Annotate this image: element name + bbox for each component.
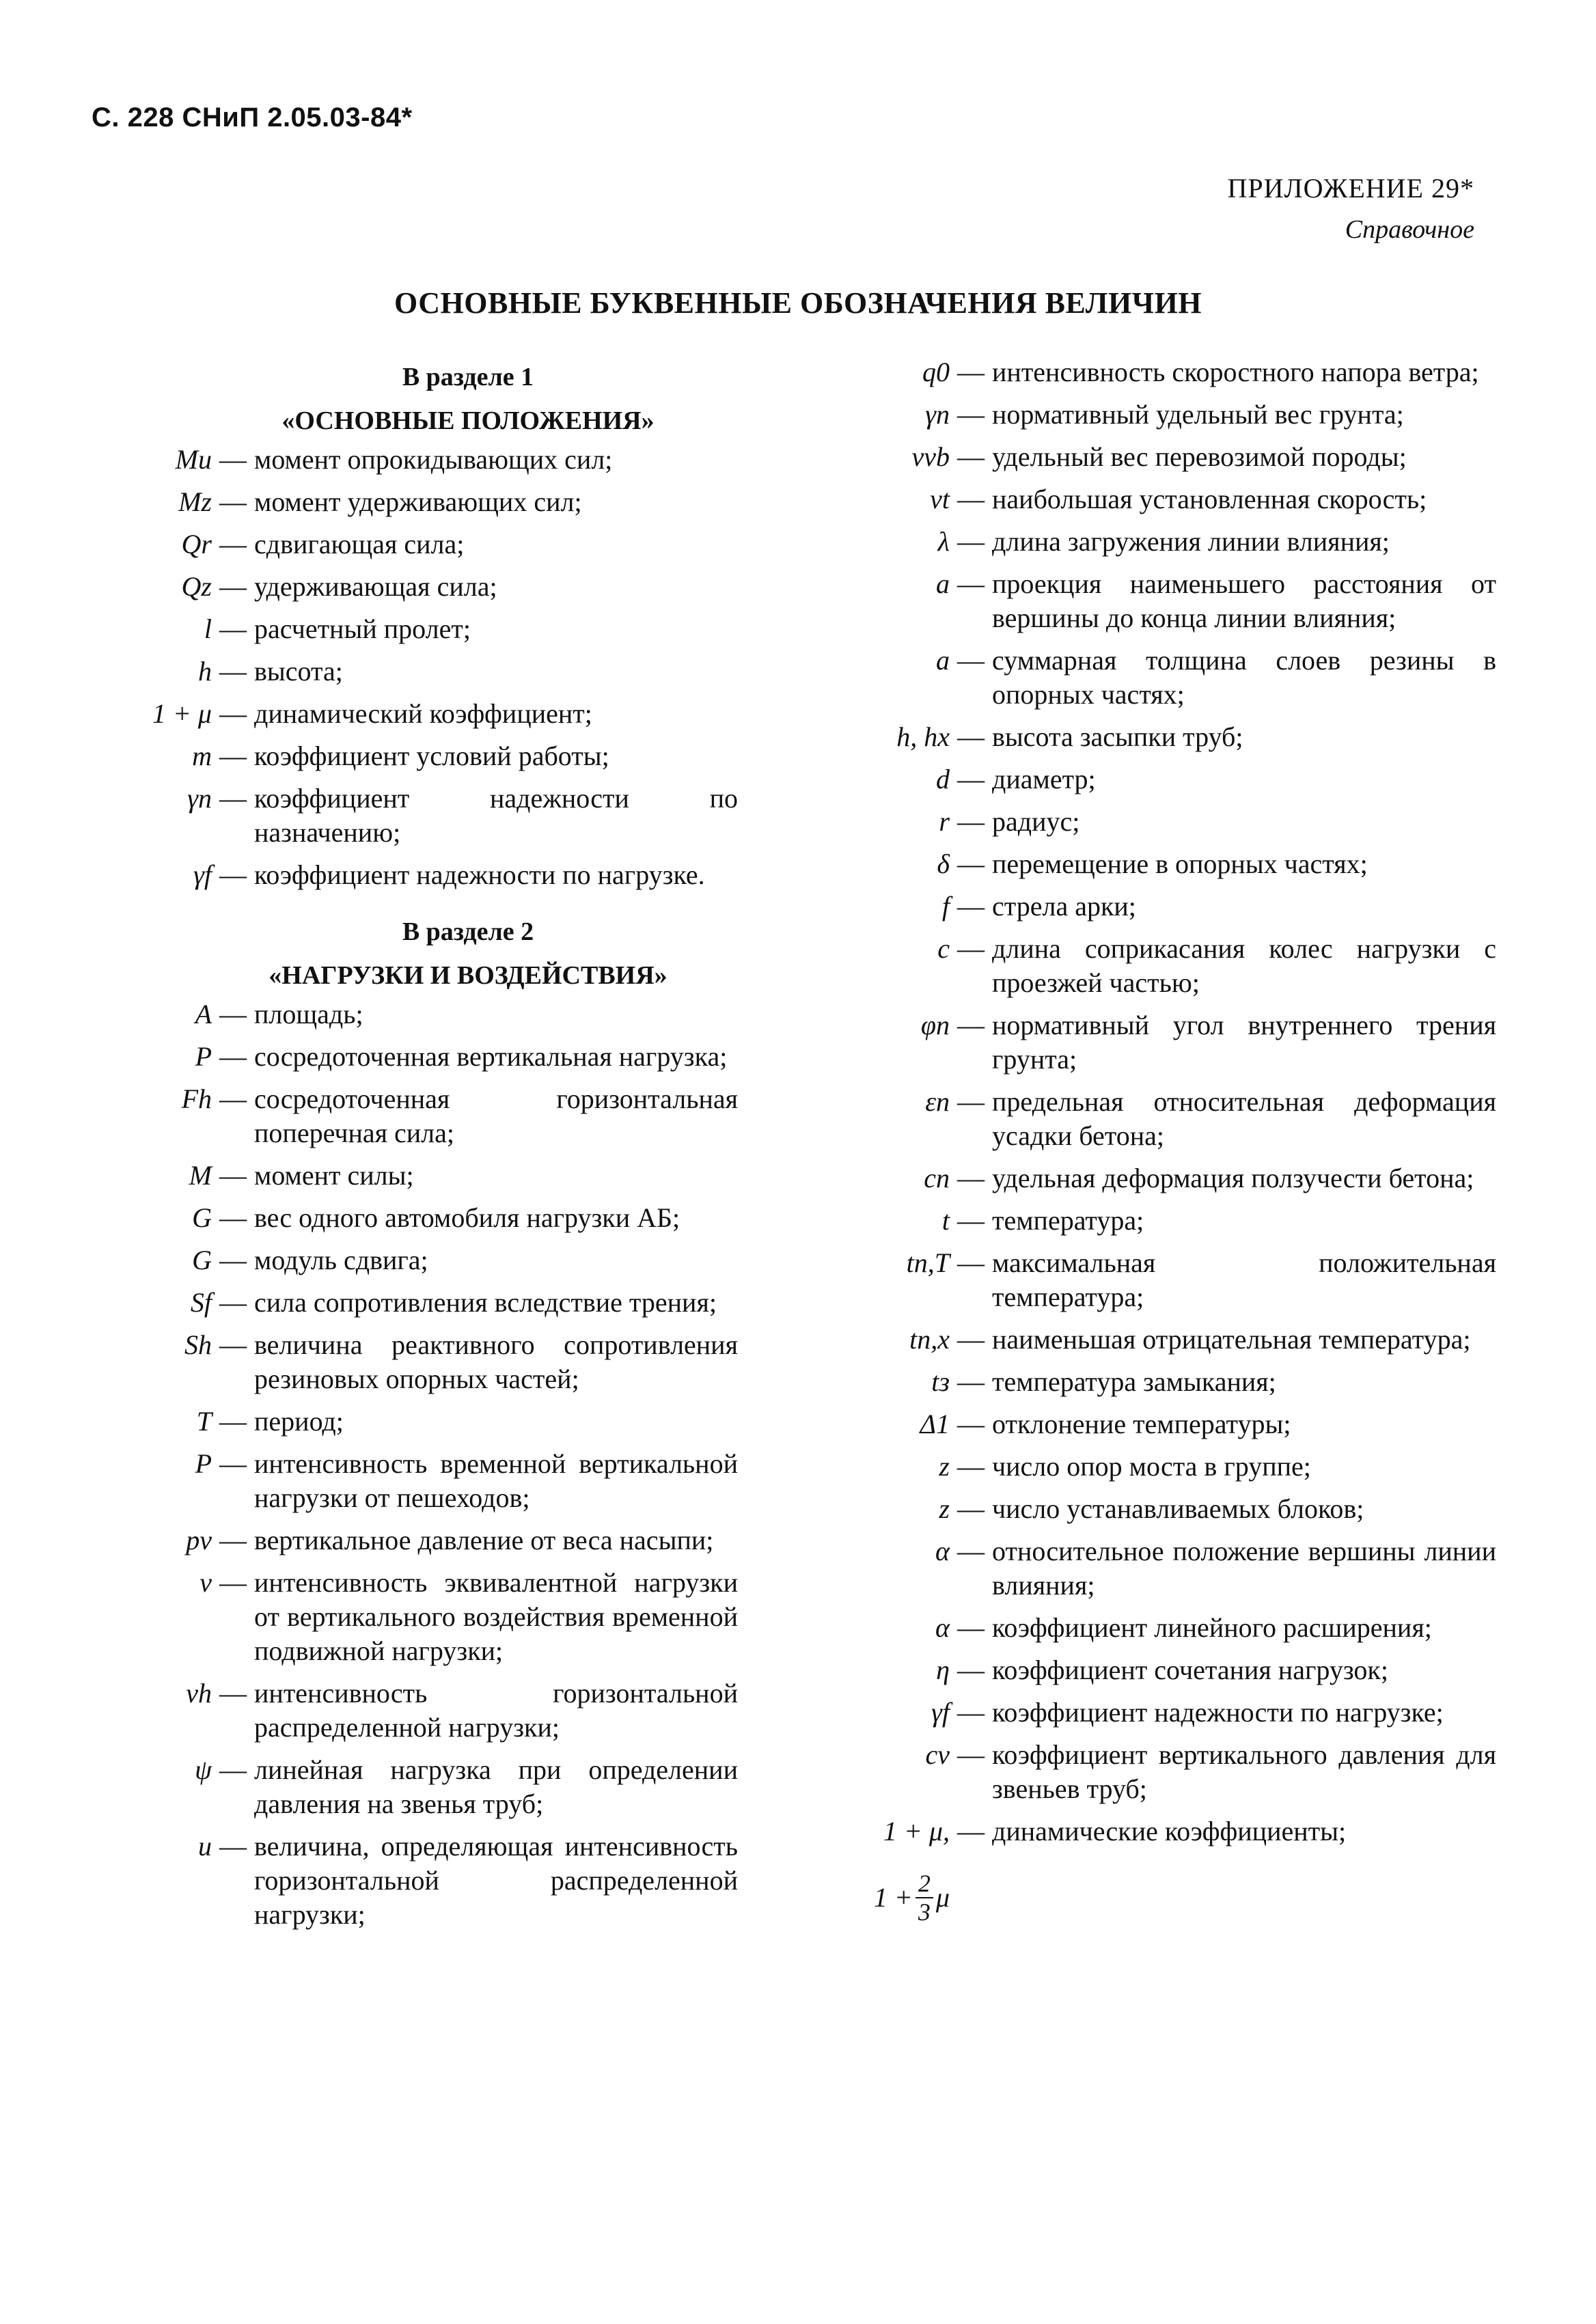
entry-symbol: cn xyxy=(924,1163,950,1193)
fraction-entry xyxy=(847,1857,1496,1939)
entry-definition: предельная относительная деформация усадки бетона; xyxy=(992,1086,1496,1151)
symbol-entry xyxy=(96,1286,738,1320)
entry-dash: — xyxy=(957,806,985,837)
symbol-entry xyxy=(96,697,738,731)
entry-dash: — xyxy=(957,848,985,879)
entry-dash: — xyxy=(219,859,247,890)
entry-symbol: h xyxy=(198,656,212,687)
entry-symbol: tn,T xyxy=(906,1247,950,1278)
entry-dash: — xyxy=(957,1324,985,1355)
entry-symbol: r xyxy=(939,806,950,837)
entry-definition: проекция наименьшего расстояния от вершины до конца линии влияния; xyxy=(992,568,1496,633)
appendix-number: ПРИЛОЖЕНИЕ 29* xyxy=(1227,173,1474,204)
symbol-entry xyxy=(96,485,738,519)
entry-symbol: vt xyxy=(930,484,950,514)
entry-definition: динамические коэффициенты; xyxy=(992,1816,1347,1846)
symbol-entry xyxy=(96,1523,738,1558)
entry-symbol: Fh xyxy=(181,1083,212,1114)
entry-definition: сдвигающая сила; xyxy=(254,529,465,559)
symbol-entry xyxy=(847,1450,1496,1484)
symbol-entry xyxy=(847,1738,1496,1806)
entry-dash: — xyxy=(219,1406,247,1437)
entry-dash: — xyxy=(219,783,247,814)
entry-dash: — xyxy=(957,1366,985,1397)
right-column xyxy=(847,355,1496,1947)
entry-dash: — xyxy=(219,1041,247,1072)
entry-symbol: z xyxy=(939,1493,950,1524)
symbol-entry xyxy=(96,1447,738,1515)
entry-definition: интенсивность горизонтальной распределенной нагрузки; xyxy=(254,1678,738,1743)
entry-definition: динамический коэффициент; xyxy=(254,698,592,729)
entry-symbol: G xyxy=(192,1245,212,1275)
symbol-entry xyxy=(847,567,1496,635)
entry-symbol: vh xyxy=(186,1678,212,1709)
entry-dash: — xyxy=(957,1163,985,1193)
entry-dash: — xyxy=(957,1739,985,1770)
symbol-entry xyxy=(847,1246,1496,1314)
entry-dash: — xyxy=(957,1655,985,1685)
symbol-entry xyxy=(96,781,738,850)
entry-symbol: P xyxy=(195,1448,212,1479)
entry-definition: сосредоточенная вертикальная нагрузка; xyxy=(254,1041,728,1072)
symbol-entry xyxy=(847,1492,1496,1526)
entry-symbol: vvb xyxy=(911,441,950,472)
symbol-entry xyxy=(96,612,738,646)
entry-dash: — xyxy=(219,571,247,602)
entry-dash: — xyxy=(219,999,247,1029)
entry-definition: расчетный пролет; xyxy=(254,613,471,644)
entry-symbol: d xyxy=(936,764,950,794)
symbol-entry xyxy=(847,355,1496,389)
entry-dash: — xyxy=(957,891,985,922)
symbol-entry xyxy=(847,644,1496,712)
entry-symbol: γn xyxy=(925,399,950,430)
entry-dash: — xyxy=(219,1678,247,1709)
right-list xyxy=(847,355,1496,1849)
entry-definition: вертикальное давление от веса насыпи; xyxy=(254,1525,714,1555)
symbol-entry xyxy=(96,654,738,689)
entry-symbol: f xyxy=(941,891,950,922)
symbol-entry xyxy=(96,1405,738,1439)
symbol-entry xyxy=(847,1814,1496,1849)
entry-dash: — xyxy=(219,1567,247,1598)
entry-symbol: α xyxy=(935,1612,950,1643)
entry-symbol: u xyxy=(198,1831,212,1862)
entry-symbol: Mz xyxy=(178,486,212,517)
symbol-entry xyxy=(847,1323,1496,1357)
entry-symbol: γn xyxy=(187,783,212,814)
entry-symbol: cv xyxy=(925,1739,950,1770)
entry-dash: — xyxy=(957,1205,985,1236)
left-column xyxy=(96,355,738,1940)
entry-definition: коэффициент линейного расширения; xyxy=(992,1612,1432,1643)
entry-symbol: γf xyxy=(193,859,212,890)
entry-dash: — xyxy=(957,1612,985,1643)
entry-symbol: v xyxy=(200,1567,212,1598)
entry-definition: высота засыпки труб; xyxy=(992,721,1243,752)
symbol-entry xyxy=(96,1159,738,1193)
entry-definition: площадь; xyxy=(254,999,363,1029)
entry-definition: интенсивность скоростного напора ветра; xyxy=(992,357,1479,387)
entry-definition: перемещение в опорных частях; xyxy=(992,848,1368,879)
entry-dash: — xyxy=(957,645,985,676)
appendix-type: Справочное xyxy=(1345,215,1474,244)
symbol-entry xyxy=(96,1676,738,1745)
entry-definition: длина соприкасания колес нагрузки с проезжей частью; xyxy=(992,933,1496,998)
fraction-denominator: 3 xyxy=(918,1898,931,1926)
symbol-entry xyxy=(96,1201,738,1235)
entry-symbol: a xyxy=(936,568,950,599)
entry-definition: удельный вес перевозимой породы; xyxy=(992,441,1407,472)
entry-dash: — xyxy=(219,1525,247,1555)
entry-dash: — xyxy=(957,1536,985,1566)
symbol-entry xyxy=(847,720,1496,754)
entry-dash: — xyxy=(219,1754,247,1785)
entry-definition: температура; xyxy=(992,1205,1144,1236)
entry-definition: сосредоточенная горизонтальная поперечная сила; xyxy=(254,1083,738,1148)
section2-name: «НАГРУЗКИ И ВОЗДЕЙСТВИЯ» xyxy=(269,961,668,990)
entry-symbol: Sh xyxy=(184,1329,212,1360)
symbol-entry xyxy=(847,1008,1496,1077)
symbol-entry xyxy=(96,1243,738,1277)
symbol-entry xyxy=(847,847,1496,881)
entry-symbol: h, hx xyxy=(896,721,950,752)
entry-dash: — xyxy=(957,1697,985,1728)
symbol-entry xyxy=(96,1082,738,1150)
entry-dash: — xyxy=(957,1493,985,1524)
entry-definition: удельная деформация ползучести бетона; xyxy=(992,1163,1474,1193)
entry-definition: интенсивность эквивалентной нагрузки от вертикального воздействия временной подвижной нагрузки; xyxy=(254,1567,738,1666)
entry-symbol: Mu xyxy=(175,444,212,475)
entry-dash: — xyxy=(219,698,247,729)
entry-dash: — xyxy=(957,1247,985,1278)
entry-symbol: a xyxy=(936,645,950,676)
entry-dash: — xyxy=(219,1287,247,1318)
entry-symbol: γf xyxy=(931,1697,950,1728)
entry-symbol: Sf xyxy=(190,1287,212,1318)
entry-dash: — xyxy=(219,1083,247,1114)
entry-symbol: ψ xyxy=(195,1754,212,1785)
symbol-entry xyxy=(847,1696,1496,1730)
symbol-entry xyxy=(847,482,1496,516)
entry-dash: — xyxy=(219,741,247,771)
entry-definition: наибольшая установленная скорость; xyxy=(992,484,1427,514)
entry-definition: удерживающая сила; xyxy=(254,571,497,602)
fraction xyxy=(916,1870,933,1926)
entry-definition: высота; xyxy=(254,656,343,687)
entry-dash: — xyxy=(957,1010,985,1040)
page-title: ОСНОВНЫЕ БУКВЕННЫЕ ОБОЗНАЧЕНИЯ ВЕЛИЧИН xyxy=(394,286,1202,320)
entry-symbol: Qr xyxy=(181,529,212,559)
symbol-entry xyxy=(96,527,738,562)
entry-symbol: A xyxy=(195,999,212,1029)
entry-definition: коэффициент условий работы; xyxy=(254,741,609,771)
symbol-entry xyxy=(96,1566,738,1668)
entry-definition: интенсивность временной вертикальной нагрузки от пешеходов; xyxy=(254,1448,738,1513)
symbol-entry xyxy=(847,398,1496,432)
entry-symbol: α xyxy=(935,1536,950,1566)
entry-symbol: q0 xyxy=(922,357,950,387)
entry-symbol: tn,x xyxy=(909,1324,950,1355)
symbol-entry xyxy=(847,1085,1496,1153)
entry-definition: коэффициент надежности по назначению; xyxy=(254,783,738,848)
entry-definition: модуль сдвига; xyxy=(254,1245,428,1275)
entry-dash: — xyxy=(957,1086,985,1117)
entry-definition: наименьшая отрицательная температура; xyxy=(992,1324,1471,1355)
entry-symbol: c xyxy=(937,933,950,964)
section1-list xyxy=(96,443,738,892)
entry-symbol: G xyxy=(192,1202,212,1233)
symbol-entry xyxy=(96,1829,738,1932)
entry-definition: сила сопротивления вследствие трения; xyxy=(254,1287,717,1318)
symbol-entry xyxy=(96,1328,738,1396)
entry-dash: — xyxy=(957,721,985,752)
entry-dash: — xyxy=(957,484,985,514)
entry-symbol: λ xyxy=(937,526,950,557)
entry-symbol: η xyxy=(936,1655,950,1685)
entry-definition: длина загружения линии влияния; xyxy=(992,526,1390,557)
entry-definition: относительное положение вершины линии влияния; xyxy=(992,1536,1496,1601)
symbol-entry xyxy=(847,805,1496,839)
entry-definition: коэффициент надежности по нагрузке. xyxy=(254,859,705,890)
entry-definition: температура замыкания; xyxy=(992,1366,1276,1397)
symbol-entry xyxy=(847,889,1496,924)
symbol-entry xyxy=(847,1407,1496,1441)
entry-dash: — xyxy=(219,1831,247,1862)
entry-symbol: m xyxy=(192,741,212,771)
symbol-entry xyxy=(96,858,738,892)
entry-dash: — xyxy=(957,764,985,794)
entry-symbol: M xyxy=(189,1160,212,1191)
entry-dash: — xyxy=(957,526,985,557)
fraction-suffix: μ xyxy=(935,1882,950,1913)
fraction-symbol xyxy=(847,1857,950,1939)
entry-dash: — xyxy=(219,1245,247,1275)
entry-dash: — xyxy=(957,357,985,387)
entry-symbol: P xyxy=(195,1041,212,1072)
entry-symbol: Δ1 xyxy=(920,1409,950,1439)
entry-symbol: tз xyxy=(931,1366,950,1397)
entry-dash: — xyxy=(219,529,247,559)
entry-definition: число опор моста в группе; xyxy=(992,1451,1311,1482)
entry-definition: нормативный угол внутреннего трения грунта; xyxy=(992,1010,1496,1075)
entry-definition: момент удерживающих сил; xyxy=(254,486,582,517)
entry-dash: — xyxy=(219,613,247,644)
entry-definition: коэффициент надежности по нагрузке; xyxy=(992,1697,1444,1728)
entry-dash: — xyxy=(957,1816,985,1846)
section1-label: В разделе 1 xyxy=(402,363,534,391)
entry-definition: стрела арки; xyxy=(992,891,1136,922)
entry-dash: — xyxy=(219,444,247,475)
section1-name: «ОСНОВНЫЕ ПОЛОЖЕНИЯ» xyxy=(281,406,655,435)
entry-symbol: φn xyxy=(920,1010,950,1040)
entry-definition: коэффициент сочетания нагрузок; xyxy=(992,1655,1388,1685)
page-header-ref: С. 228 СНиП 2.05.03-84* xyxy=(92,102,413,133)
entry-dash: — xyxy=(219,1448,247,1479)
symbol-entry xyxy=(847,1161,1496,1195)
entry-definition: число устанавливаемых блоков; xyxy=(992,1493,1364,1524)
symbol-entry xyxy=(847,1204,1496,1238)
entry-symbol: z xyxy=(939,1451,950,1482)
entry-definition: нормативный удельный вес грунта; xyxy=(992,399,1404,430)
entry-symbol: εn xyxy=(925,1086,950,1117)
entry-definition: максимальная положительная температура; xyxy=(992,1247,1496,1312)
entry-definition: вес одного автомобиля нагрузки АБ; xyxy=(254,1202,680,1233)
entry-definition: момент опрокидывающих сил; xyxy=(254,444,613,475)
symbol-entry xyxy=(847,932,1496,1000)
symbol-entry xyxy=(96,739,738,773)
entry-symbol: 1 + μ xyxy=(152,698,212,729)
entry-dash: — xyxy=(219,1160,247,1191)
symbol-entry xyxy=(847,1365,1496,1399)
entry-definition: период; xyxy=(254,1406,344,1437)
symbol-entry xyxy=(847,762,1496,797)
symbol-entry xyxy=(847,1611,1496,1645)
entry-dash: — xyxy=(957,441,985,472)
entry-symbol: Qz xyxy=(181,571,212,602)
fraction-numerator: 2 xyxy=(916,1870,933,1898)
entry-dash: — xyxy=(219,1329,247,1360)
entry-definition: коэффициент вертикального давления для звеньев труб; xyxy=(992,1739,1496,1804)
entry-definition: величина реактивного сопротивления резиновых опорных частей; xyxy=(254,1329,738,1394)
symbol-entry xyxy=(847,440,1496,474)
entry-dash: — xyxy=(957,933,985,964)
entry-definition: отклонение температуры; xyxy=(992,1409,1291,1439)
entry-dash: — xyxy=(957,568,985,599)
entry-symbol: t xyxy=(941,1205,950,1236)
entry-dash: — xyxy=(957,1451,985,1482)
symbol-entry xyxy=(96,443,738,477)
symbol-entry xyxy=(96,997,738,1032)
entry-definition: величина, определяющая интенсивность горизонтальной распределенной нагрузки; xyxy=(254,1831,738,1930)
entry-symbol: 1 + μ, xyxy=(883,1816,950,1846)
entry-dash: — xyxy=(219,656,247,687)
entry-dash: — xyxy=(957,399,985,430)
entry-dash: — xyxy=(957,1409,985,1439)
entry-symbol: l xyxy=(204,613,212,644)
entry-symbol: pv xyxy=(186,1525,212,1555)
entry-symbol: δ xyxy=(937,848,950,879)
entry-definition: радиус; xyxy=(992,806,1080,837)
symbol-entry xyxy=(847,525,1496,559)
symbol-entry xyxy=(847,1534,1496,1603)
symbol-entry xyxy=(96,570,738,604)
entry-dash: — xyxy=(219,1202,247,1233)
entry-definition: диаметр; xyxy=(992,764,1096,794)
entry-definition: момент силы; xyxy=(254,1160,414,1191)
entry-definition: линейная нагрузка при определении давления на звенья труб; xyxy=(254,1754,738,1819)
fraction-prefix: 1 + xyxy=(873,1882,913,1913)
entry-symbol: T xyxy=(196,1406,212,1437)
symbol-entry xyxy=(96,1040,738,1074)
section2-list xyxy=(96,997,738,1932)
entry-dash: — xyxy=(219,486,247,517)
symbol-entry xyxy=(96,1753,738,1821)
section2-label: В разделе 2 xyxy=(402,917,534,946)
entry-definition: суммарная толщина слоев резины в опорных частях; xyxy=(992,645,1496,710)
symbol-entry xyxy=(847,1653,1496,1687)
